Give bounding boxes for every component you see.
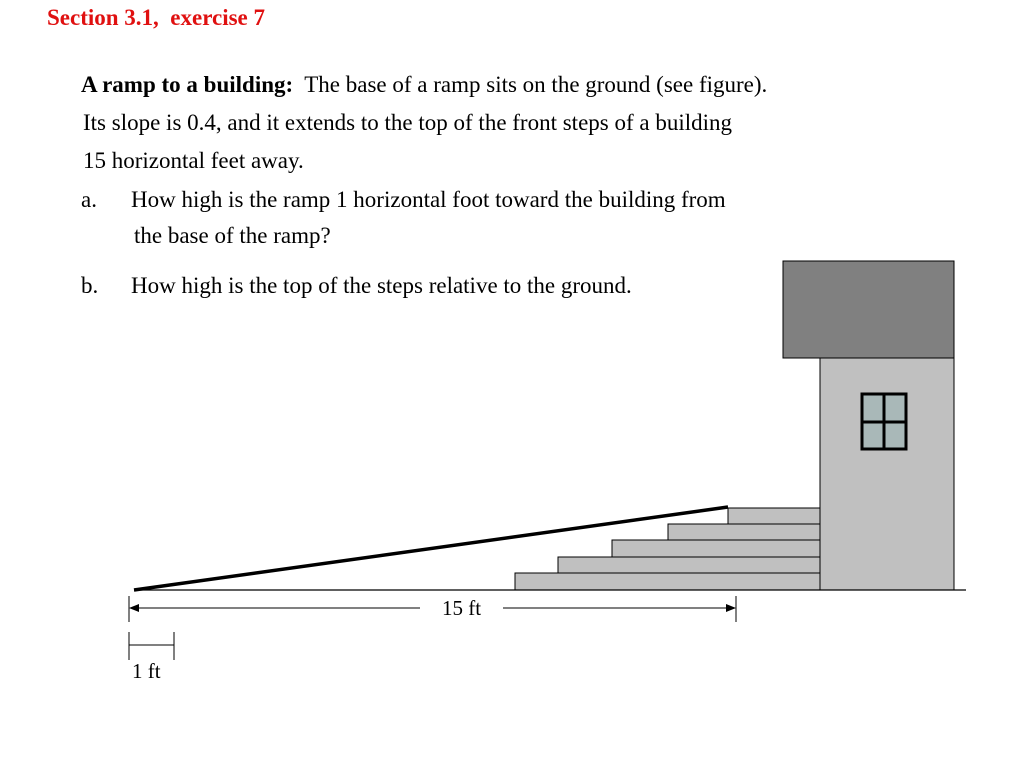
dimension-1ft-label: 1 ft [132,659,161,683]
step-5 [728,508,820,524]
step-1 [515,573,820,590]
dimension-15ft [129,596,736,622]
step-3 [612,540,820,557]
question-b-letter: b. [81,273,99,298]
dimension-1ft [129,632,174,660]
question-a-line-2: the base of the ramp? [134,223,331,248]
question-a-letter: a. [81,187,97,212]
building-roof [783,261,954,358]
question-a-line-1: How high is the ramp 1 horizontal foot toward the building from [131,187,726,212]
problem-line-3: 15 horizontal feet away. [83,148,304,173]
window-icon [862,394,906,449]
question-b-line-1: How high is the top of the steps relative to the ground. [131,273,632,298]
problem-line-1-text: The base of a ramp sits on the ground (see figure). [293,72,768,97]
dimension-15ft-label: 15 ft [442,596,482,620]
problem-lead: A ramp to a building: [81,72,294,97]
step-4 [668,524,820,540]
problem-line-2: Its slope is 0.4, and it extends to the top of the front steps of a building [83,110,733,135]
section-title: Section 3.1, exercise 7 [47,5,266,30]
step-2 [558,557,820,573]
